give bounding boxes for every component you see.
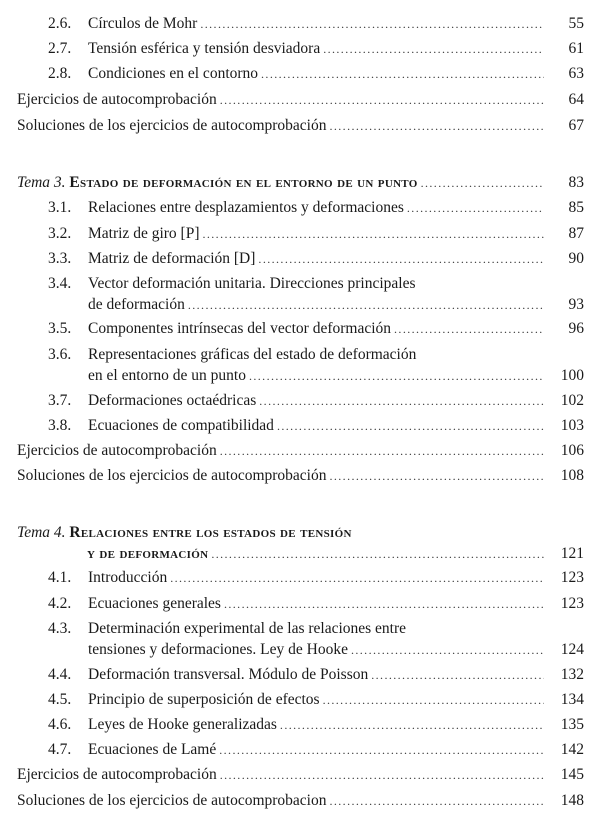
toc-entry-3-6-cont bbox=[48, 365, 600, 387]
dot-leader bbox=[249, 365, 544, 387]
dot-leader bbox=[220, 764, 544, 786]
section-number: 3.1. bbox=[48, 199, 72, 216]
section-title: Círculos de Mohr bbox=[88, 15, 198, 32]
dot-leader bbox=[200, 13, 544, 35]
toc-entry-2-7 bbox=[48, 38, 600, 60]
toc-entry-3-2 bbox=[48, 223, 600, 245]
page-number: 61 bbox=[568, 40, 584, 57]
section-number: 3.6. bbox=[48, 346, 72, 363]
page-number: 55 bbox=[568, 15, 584, 32]
toc-entry-3-7 bbox=[48, 390, 600, 412]
toc-entry-4-4 bbox=[48, 664, 600, 686]
page-number: 67 bbox=[568, 117, 584, 134]
section-title: Ecuaciones de Lamé bbox=[88, 741, 217, 758]
page-number: 132 bbox=[560, 666, 584, 683]
toc-entry-soluciones-3 bbox=[17, 465, 600, 487]
section-title-line2: en el entorno de un punto bbox=[88, 367, 246, 384]
section-number: 3.7. bbox=[48, 392, 72, 409]
page-number: 123 bbox=[560, 569, 584, 586]
dot-leader bbox=[224, 593, 544, 615]
dot-leader bbox=[170, 567, 544, 589]
dot-leader bbox=[371, 664, 544, 686]
toc-entry-ejercicios-2 bbox=[17, 89, 600, 111]
dot-leader bbox=[323, 38, 544, 60]
page-number: 145 bbox=[560, 766, 584, 783]
toc-entry-3-3 bbox=[48, 248, 600, 270]
dot-leader bbox=[259, 390, 544, 412]
section-title: Soluciones de los ejercicios de autocomprobación bbox=[17, 117, 327, 134]
section-number: 4.4. bbox=[48, 666, 72, 683]
page-number: 64 bbox=[568, 91, 584, 108]
chapter-heading-tema-4-cont bbox=[17, 543, 600, 565]
toc-entry-4-7 bbox=[48, 739, 600, 761]
page-number: 100 bbox=[560, 367, 584, 384]
dot-leader bbox=[211, 543, 544, 565]
page-number: 102 bbox=[560, 392, 584, 409]
chapter-heading-tema-4 bbox=[17, 522, 600, 544]
dot-leader bbox=[258, 248, 544, 270]
section-number: 4.5. bbox=[48, 691, 72, 708]
page-number: 63 bbox=[568, 65, 584, 82]
toc-entry-ejercicios-4 bbox=[17, 764, 600, 786]
section-number: 4.6. bbox=[48, 716, 72, 733]
section-title: Soluciones de los ejercicios de autocomprobacion bbox=[17, 792, 327, 809]
chapter-heading-tema-3 bbox=[17, 172, 600, 194]
section-title-line2: de deformación bbox=[88, 296, 185, 313]
toc-entry-3-6 bbox=[48, 344, 600, 366]
section-title-line2: tensiones y deformaciones. Ley de Hooke bbox=[88, 641, 348, 658]
section-number: 4.3. bbox=[48, 620, 72, 637]
toc-entry-4-1 bbox=[48, 567, 600, 589]
section-number: 2.8. bbox=[48, 65, 72, 82]
section-number: 3.8. bbox=[48, 417, 72, 434]
chapter-title: Estado de deformación en el entorno de un punto bbox=[69, 174, 418, 191]
chapter-title-line1: Relaciones entre los estados de tensión bbox=[69, 524, 352, 541]
section-number: 4.7. bbox=[48, 741, 72, 758]
section-title: Ejercicios de autocomprobación bbox=[17, 442, 217, 459]
toc-entry-3-8 bbox=[48, 415, 600, 437]
page-number: 90 bbox=[568, 250, 584, 267]
section-title: Principio de superposición de efectos bbox=[88, 691, 320, 708]
chapter-label: Tema 4. bbox=[17, 524, 66, 541]
section-title: Introducción bbox=[88, 569, 168, 586]
dot-leader bbox=[394, 318, 544, 340]
page-number: 123 bbox=[560, 595, 584, 612]
section-title: Condiciones en el contorno bbox=[88, 65, 259, 82]
toc-entry-4-6 bbox=[48, 714, 600, 736]
toc-entry-4-3 bbox=[48, 618, 600, 640]
section-number: 4.2. bbox=[48, 595, 72, 612]
page-number: 142 bbox=[560, 741, 584, 758]
toc-entry-ejercicios-3 bbox=[17, 440, 600, 462]
chapter-title-line2: y de deformación bbox=[87, 545, 209, 562]
section-title-line1: Representaciones gráficas del estado de deformación bbox=[88, 346, 417, 363]
section-title: Deformaciones octaédricas bbox=[88, 392, 257, 409]
toc-entry-3-4-cont bbox=[48, 294, 600, 316]
dot-leader bbox=[323, 689, 544, 711]
section-title: Componentes intrínsecas del vector deformación bbox=[88, 320, 392, 337]
dot-leader bbox=[280, 714, 544, 736]
section-title: Matriz de giro [P] bbox=[88, 225, 200, 242]
toc-entry-3-1 bbox=[48, 197, 600, 219]
dot-leader bbox=[220, 89, 544, 111]
section-title: Soluciones de los ejercicios de autocomprobación bbox=[17, 467, 327, 484]
section-title: Matriz de deformación [D] bbox=[88, 250, 256, 267]
section-title: Relaciones entre desplazamientos y deformaciones bbox=[88, 199, 404, 216]
section-number: 3.2. bbox=[48, 225, 72, 242]
section-number: 4.1. bbox=[48, 569, 72, 586]
toc-entry-3-4 bbox=[48, 273, 600, 295]
dot-leader bbox=[188, 294, 544, 316]
section-title-line1: Vector deformación unitaria. Direcciones principales bbox=[88, 275, 416, 292]
section-number: 3.3. bbox=[48, 250, 72, 267]
dot-leader bbox=[277, 415, 544, 437]
section-title: Tensión esférica y tensión desviadora bbox=[88, 40, 321, 57]
page-number: 108 bbox=[560, 467, 584, 484]
section-title-line1: Determinación experimental de las relaciones entre bbox=[88, 620, 407, 637]
dot-leader bbox=[219, 739, 544, 761]
page-number: 103 bbox=[560, 417, 584, 434]
toc-entry-soluciones-4 bbox=[17, 790, 600, 812]
section-number: 3.5. bbox=[48, 320, 72, 337]
dot-leader bbox=[329, 790, 544, 812]
dot-leader bbox=[220, 440, 544, 462]
section-title: Ejercicios de autocomprobación bbox=[17, 766, 217, 783]
toc-entry-3-5 bbox=[48, 318, 600, 340]
dot-leader bbox=[329, 465, 544, 487]
page-number: 148 bbox=[560, 792, 584, 809]
toc-entry-2-6 bbox=[48, 13, 600, 35]
section-title: Deformación transversal. Módulo de Poisson bbox=[88, 666, 369, 683]
chapter-label: Tema 3. bbox=[17, 174, 66, 191]
page-number: 134 bbox=[560, 691, 584, 708]
dot-leader bbox=[329, 115, 544, 137]
toc-entry-4-5 bbox=[48, 689, 600, 711]
page-number: 87 bbox=[568, 225, 584, 242]
section-number: 2.6. bbox=[48, 15, 72, 32]
toc-entry-soluciones-2 bbox=[17, 115, 600, 137]
toc-entry-4-3-cont bbox=[48, 639, 600, 661]
dot-leader bbox=[407, 197, 544, 219]
section-title: Leyes de Hooke generalizadas bbox=[88, 716, 277, 733]
section-number: 2.7. bbox=[48, 40, 72, 57]
dot-leader bbox=[202, 223, 544, 245]
page-number: 85 bbox=[568, 199, 584, 216]
page-number: 124 bbox=[560, 641, 584, 658]
dot-leader bbox=[351, 639, 544, 661]
section-title: Ecuaciones generales bbox=[88, 595, 221, 612]
page-number: 96 bbox=[568, 320, 584, 337]
page-number: 93 bbox=[568, 296, 584, 313]
section-title: Ejercicios de autocomprobación bbox=[17, 91, 217, 108]
page-number: 135 bbox=[560, 716, 584, 733]
page-number: 121 bbox=[560, 545, 584, 562]
toc-entry-2-8 bbox=[48, 63, 600, 85]
toc-entry-4-2 bbox=[48, 593, 600, 615]
section-number: 3.4. bbox=[48, 275, 72, 292]
page-number: 106 bbox=[560, 442, 584, 459]
dot-leader bbox=[421, 172, 544, 194]
dot-leader bbox=[261, 63, 544, 85]
section-title: Ecuaciones de compatibilidad bbox=[88, 417, 274, 434]
page-number: 83 bbox=[568, 174, 584, 191]
